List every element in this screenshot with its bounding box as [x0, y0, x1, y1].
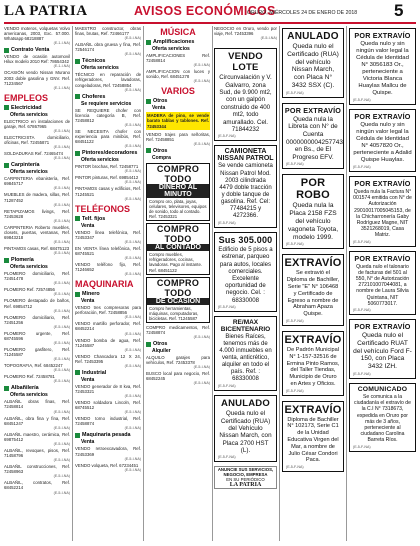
compro-todo-ad: COMPRO TODO DINERO AL MINUTO Compro oro, plata, joyas, celulares, televisores, equipos de sonido, todo al contado. Ref. 72453321: [146, 163, 210, 221]
arrow-icon: [75, 151, 80, 156]
classified-ad: PLOMERO destapado de baños, Ref. 69854712 (E-5-I-NA): [4, 298, 70, 313]
por-extravio-ad: POR EXTRAVÍO Queda nula la Libreta con N° de Cuenta 0000000004257743 en Bs., de El Progreso EFV. (E-5-F-NA): [282, 103, 344, 170]
arrow-icon: [4, 258, 9, 263]
subcategory-heading: Amplificaciones: [146, 39, 210, 45]
subcategory-heading: Otros: [146, 148, 210, 154]
column-3: [146, 26, 210, 541]
subcategory-offer: Se requiere servicios: [81, 100, 132, 107]
por-robo-ad: POR ROBO Queda nula la Placa 2158 FZS del vehículo vagoneta Toyota, modelo 1999. (E-5-F-NA): [282, 174, 344, 249]
subcategory-offer: Compra: [152, 154, 171, 161]
classified-ad: PLOMERO domiciliario, Ref. 72451256 (E-5-I-NA): [4, 314, 70, 329]
classified-ad: ELECTRICO en instalaciones de garaje, Ref. 67867965 (E-5-I-NA): [4, 118, 70, 133]
classified-ad: CARPINTERIA Roberto muebles, closets, puertas, ventanas, Ref. 69843218 (E-5-I-NA): [4, 224, 70, 245]
subcategory-heading: Albañilería: [4, 385, 70, 391]
category-empleos: EMPLEOS: [4, 92, 49, 103]
column-6: [349, 26, 416, 541]
subcategory-offer: Venta: [81, 376, 95, 383]
classified-ad: EN VENTA línea telefónica, Ref. 68745521 (E-5-I-NA): [75, 245, 141, 260]
column-divider: [279, 26, 280, 541]
subcategory-heading: Minero: [75, 291, 141, 297]
classified-ad: VENDO línea telefónica, Ref. 72453347 (E-5-I-NA): [75, 229, 141, 244]
column-1: [4, 26, 70, 541]
anulado-ad: ANULADO Queda nulo el Certificado (RUA) del vehículo Nissan March, con Placa N° 3432 SSX (C). (E-5-F-NA): [282, 28, 344, 98]
por-extravio-ad: POR EXTRAVÍO Queda nulo el talonario de facturas del 501 al 550, N° de Autorización 272101007044081, a nombre de Laura Silvia Quintana, NIT 5060773017. (E-5-F-NA): [349, 251, 416, 315]
arrow-icon: [75, 216, 80, 221]
classified-ad: VENDO tres compresoras para perforación, Ref. 72458856 (E-5-I-NA): [75, 305, 141, 320]
classified-ad: MUEBLES de madera, sillas, Ref. 71287452 (E-5-I-NA): [4, 192, 70, 207]
vendo-lote-ad: VENDO LOTE Circunvalación y V. Galvarro, zona Sud, de 9.900 mt2, con un galpón construido de 400 mt2, todo amurallado. Cel. 71844232 (E-5-F-NA): [214, 48, 277, 141]
arrow-icon: [75, 370, 80, 375]
compro-todo-ad: COMPRO TODO AL CONTADO Compro muebles, refrigeradores, cocinas, lavadoras. Pago al instante. Ref. 68451122: [146, 223, 210, 274]
classified-ad: VENDO martillo perforador, Ref. 68452214 (E-5-I-NA): [75, 321, 141, 336]
compro-todo-ad: COMPRO TODO DE OCASIÓN Compro herramientas, máquinas, computadoras, bicicletas. Ref. 71245587: [146, 277, 210, 323]
subcategory-offer: Oferta servicios: [10, 392, 48, 399]
column-4: [214, 26, 277, 541]
classified-ad: PLOMERO gasfitero, Ref. 71245587 (E-5-I-NA): [4, 347, 70, 362]
anulado-ad: ANULADO Queda nulo el Certificado (RUA) del Vehículo Nissan March, con Placa 2700 HST (L). (E-5-F-NA): [214, 395, 277, 462]
arrow-icon: [146, 40, 151, 45]
por-extravio-ad: POR EXTRAVÍO Queda nulo el Certificado RUAT del vehículo Ford F-150, con Placa 3432 IZH. (E-5-F-NA): [349, 319, 416, 379]
subcategory-offer: Alquiler: [152, 348, 171, 355]
subcategory-offer: Oferta servicios: [152, 46, 190, 52]
column-divider: [346, 26, 347, 541]
subcategory-heading: Telf. fijos: [75, 216, 141, 222]
classified-ad: VENDO bomba de agua, Ref. 71245587 (E-5-I-NA): [75, 337, 141, 352]
extravio-ad: EXTRAVÍO De Padrón Municipal N° 1-157-32516 de Ermina Pinto Ramos, del Taller Tiendas, Municipio de Oruro en Artes y Oficios. (E-5-F-NA): [282, 331, 344, 396]
classified-ad: TOPOGRAFIA, Ref. 68452247 (E-5-I-NA): [4, 363, 70, 373]
classified-ad: PLOMERO domiciliario, Ref. 72451478 (E-5-I-NA): [4, 271, 70, 286]
category-maquinaria: MAQUINARIA: [75, 279, 134, 290]
newspaper-brand: LA PATRIA: [4, 3, 88, 19]
subcategory-offer: Venta: [81, 298, 95, 305]
subcategory-heading: Contrato Venta: [4, 47, 70, 53]
sus-ad: Sus 305.000 Edificio de 5 pisos a estrenar, parqueo para autos, locales comerciales. Excelente oportunidad de negocio. Cel. : 68330008 (E-5-F-NA): [214, 232, 277, 312]
classified-ad: RETAPIZAMOS livings, Ref. 72453628 (E-5-I-NA): [4, 208, 70, 223]
subcategory-heading: Choferes: [75, 94, 141, 100]
classified-ad: SE REQUIERE chofer con licencia categoría B, Ref. 72458812 (E-5-I-NA): [75, 107, 141, 127]
classified-ad: VENDO teléfono fijo, Ref. 71246652 (E-5-I-NA): [75, 261, 141, 277]
classified-ad: ALBAÑIL construcciones, Ref. 72458963 (E-5-I-NA): [4, 464, 70, 479]
classified-ad: ALBAÑIL obra gruesa y fina, Ref. 72546174 (E-5-I-NA): [75, 42, 141, 57]
classified-ad: VENDO trajes para señoritas, Ref. 72458851 (E-5-I-NA): [146, 131, 210, 146]
remax-ad: RE/MAX BICENTENARIO Bienes Raíces, tenemos más de 4.000 inmuebles en venta, anticrético, alquiler en todo el país. Ref. : 68330008 (E-5-F-NA): [214, 316, 277, 392]
classified-ad: VENDO torno industrial, Ref. 72458874 (E-5-I-NA): [75, 416, 141, 431]
subcategory-heading: Plomería: [4, 257, 70, 263]
column-divider: [143, 26, 144, 541]
classified-ad: SOLDADURAS Ref. 72465474 (E-5-I-NA): [4, 151, 70, 161]
por-extravio-ad: POR EXTRAVÍO Queda nulo y sin ningún valor legal la Cédula de Identidad N° 3056183 Or., perteneciente a Victoria Blanca Huaylas Mallcu de Quispe. (E-5-F-NA): [349, 28, 416, 105]
category-telefonos: TELÉFONOS: [75, 203, 131, 214]
classified-ad: ALBAÑIL obras finas, Ref. 72458814 (E-5-I-NA): [4, 399, 70, 414]
classified-ad: SE NECESITA chofer con experiencia para minibús, Ref. 68451122 (E-5-I-NA): [75, 128, 141, 149]
arrow-icon: [4, 48, 9, 53]
subcategory-offer: Venta: [81, 222, 95, 229]
classified-ad: VENDO soldadora Lincoln, Ref. 68745512 (E-5-I-NA): [75, 400, 141, 415]
comunicado-ad: COMUNICADO Se comunica a la ciudadanía el extravío de la C.I N° 7318673, expedida en Oruro por más de 3 años, perteneciente al ciudadano Carolina Barreta Ríos. (E-5-F-NA): [349, 383, 416, 452]
arrow-icon: [146, 99, 151, 104]
subcategory-heading: Industrial: [75, 370, 141, 376]
classified-ad: VENDO retroexcavadora, Ref. 72453369 (E-5-I-NA): [75, 446, 141, 461]
column-5: [282, 26, 344, 541]
subcategory-heading: Técnicos: [75, 58, 141, 64]
arrow-icon: [146, 148, 151, 153]
extravio-ad: EXTRAVÍO Diploma de Bachiller N° 102173, Serie C1 de la Unidad Educativa Virgen del Mar, a nombre de Julio César Condori Paca. (E-5-F-NA): [282, 401, 344, 473]
classified-ad: PINTAMOS casas, Ref. 68475123 (E-5-I-NA): [4, 246, 70, 256]
arrow-icon: [75, 433, 80, 438]
subcategory-offer: Oferta servicios: [10, 169, 48, 176]
classified-ad: ALBAÑIL, contratos, Ref. 68452214 (E-5-I-NA): [4, 480, 70, 495]
classified-ad: CARPINTERIA ebanistería, Ref. 69845717 (E-5-I-NA): [4, 176, 70, 191]
classified-ad: PINTOR pinturas, Ref. 69854412 (E-5-I-NA): [75, 175, 141, 185]
issue-date: ORURO, MIÉRCOLES 24 DE ENERO DE 2018: [247, 10, 358, 16]
subcategory-heading: Pintores/decoradores: [75, 150, 141, 156]
column-divider: [72, 26, 73, 541]
subcategory-heading: Electricidad: [4, 105, 70, 111]
subcategory-offer: Oferta servicios: [81, 65, 119, 72]
header-rule: [4, 22, 416, 24]
anuncie-promo: ANUNCIE SUS SERVICIOS, NEGOCIO, EMPRESA EN SU PERIÓDICO LA PATRIA: [214, 466, 277, 489]
classified-ad: ALBAÑIL maestro, cerámica, Ref. 69875412 (E-5-I-NA): [4, 431, 70, 446]
classified-ad: AMPLIFICACIONES Ref. 72458814 (E-5-I-NA): [146, 53, 210, 68]
arrow-icon: [146, 342, 151, 347]
classified-ad: PINTOR brochas, Ref. 72458771 (E-5-I-NA): [75, 164, 141, 174]
subcategory-offer: Oferta servicios: [81, 157, 119, 164]
arrow-icon: [75, 94, 80, 99]
arrow-icon: [75, 292, 80, 297]
classified-ad: MAESTRO constructor, obras finas, brutas, Ref. 72466177 (E-5-I-NA): [75, 26, 141, 41]
subcategory-offer: Venta: [81, 439, 95, 446]
classified-ad: PLOMERO Ref. 72574856 (E-5-I-NA): [4, 287, 70, 297]
classified-ad: ALQUILO garajes para vehículos, Ref. 72453378 (E-5-I-NA): [146, 355, 210, 370]
classified-ad: PLOMERO Ref. 72458781 (E-5-I-NA): [4, 374, 70, 384]
classified-ad: COMPRO medicamentos, Ref. 72458874 (E-5-I-NA): [146, 324, 210, 340]
classified-ad: VENDO Chancadora 12 X 24, Ref. 72453395 (E-5-I-NA): [75, 353, 141, 368]
classified-ad: VENDO volqueta, Ref. 67234451 (E-5-I-NA): [75, 462, 141, 472]
classified-ad: PINTAMOS casas y edificios, Ref. 71245521 (E-5-I-NA): [75, 186, 141, 201]
arrow-icon: [4, 163, 9, 168]
classified-ad: AMPLIFICACION con luces y sonido, Ref. 68451278 (E-5-I-NA): [146, 69, 210, 84]
classified-ad: ELECTRICISTA domiciliario, oficinas, Ref. 72455871 (E-5-I-NA): [4, 134, 70, 150]
classified-ad: VENDO de ocasión automovil Hilux modelo 2010 Ref: 78654342 (E-1-I-NA): [4, 54, 70, 69]
classified-ad: ALBAÑIL, revoques, pisos, Ref. 71458796 (E-5-I-NA): [4, 447, 70, 463]
classified-ad: VENDO moteros, volquetas Volvo americanas, 2003, Exc. 57.000. Whatsapp 68218887 (E-1-I-NA): [4, 26, 70, 46]
arrow-icon: [75, 59, 80, 64]
highlighted-ad: MADERA de pino, se vende barato tablas y tablones. Ref. 72453344: [147, 113, 209, 129]
arrow-icon: [4, 386, 9, 391]
por-extravio-ad: POR EXTRAVÍO Queda nula la Factura N° 001574 emitida con N° de Autorización 29010017005045153, de la Chicharronería Gaby Rodríguez Magne, NIT 3521268019, Casa Matriz. (E-5-F-NA): [349, 176, 416, 247]
section-title: AVISOS ECONÓMICOS: [134, 4, 276, 18]
classified-ad: VENDO generador de 8 kva, Ref. 72453321 (E-5-I-NA): [75, 383, 141, 399]
por-extravio-ad: POR EXTRAVÍO Queda nulo y sin ningún valor legal la Cédula de Identidad N° 4057820 Or., perteneciente a Adalid Quispe Huaylas. (E-5-F-NA): [349, 109, 416, 172]
camioneta-ad: CAMIONETA NISSAN PATROL Se vende camioneta Nissan Patrol Mod. 2003 cilindrada 4479 doble tracción y doble tanque de gasolina. Ref. Cel: 77484215 y 4272366. (E-5-F-NA): [214, 145, 277, 228]
classified-ad: NEGOCIO en Oruro, vendo por viaje, Ref. 72453396 (E-5-I-NA): [214, 26, 277, 41]
classified-ad: ALBAÑIL, obra fina y fina, Ref. 68451247 (E-5-I-NA): [4, 415, 70, 430]
classified-ad: BUSCO local para negocio, Ref. 68452245 (E-5-I-NA): [146, 371, 210, 386]
subcategory-heading: Carpintería: [4, 162, 70, 168]
subcategory-offer: Oferta servicios: [10, 264, 48, 271]
column-divider: [212, 26, 213, 541]
column-2: [75, 26, 141, 541]
category-varios: VARIOS: [161, 86, 195, 97]
category-musica: MÚSICA: [160, 27, 196, 37]
subcategory-heading: Maquinaria pesada: [75, 432, 141, 438]
classified-ad: TÉCNICO en reparación de refrigeradores, lavadoras, congeladoras, Ref. 72458854 (E-5-I-NA): [75, 72, 141, 92]
page-number: 5: [394, 1, 404, 20]
subcategory-offer: Oferta servicios: [10, 111, 48, 118]
classified-ad: PLOMERO urgente, Ref. 68745596 (E-5-I-NA): [4, 330, 70, 345]
extravio-ad: EXTRAVÍO Se extravió el Diploma de Bachiller, Serie "E" N° 106468 y Certificado de Egreso a nombre de Abraham Apaza Quispe. (E-5-F-NA): [282, 254, 344, 326]
subcategory-heading: Otros: [146, 341, 210, 347]
subcategory-offer: Venta: [152, 105, 166, 112]
arrow-icon: [4, 105, 9, 110]
subcategory-heading: Otros: [146, 98, 210, 104]
classified-ad: OCASIÓN vendo Nissan Murano 2003 doble gasolina y GNV. Ref. 71234567 (E-1-I-NA): [4, 70, 70, 90]
